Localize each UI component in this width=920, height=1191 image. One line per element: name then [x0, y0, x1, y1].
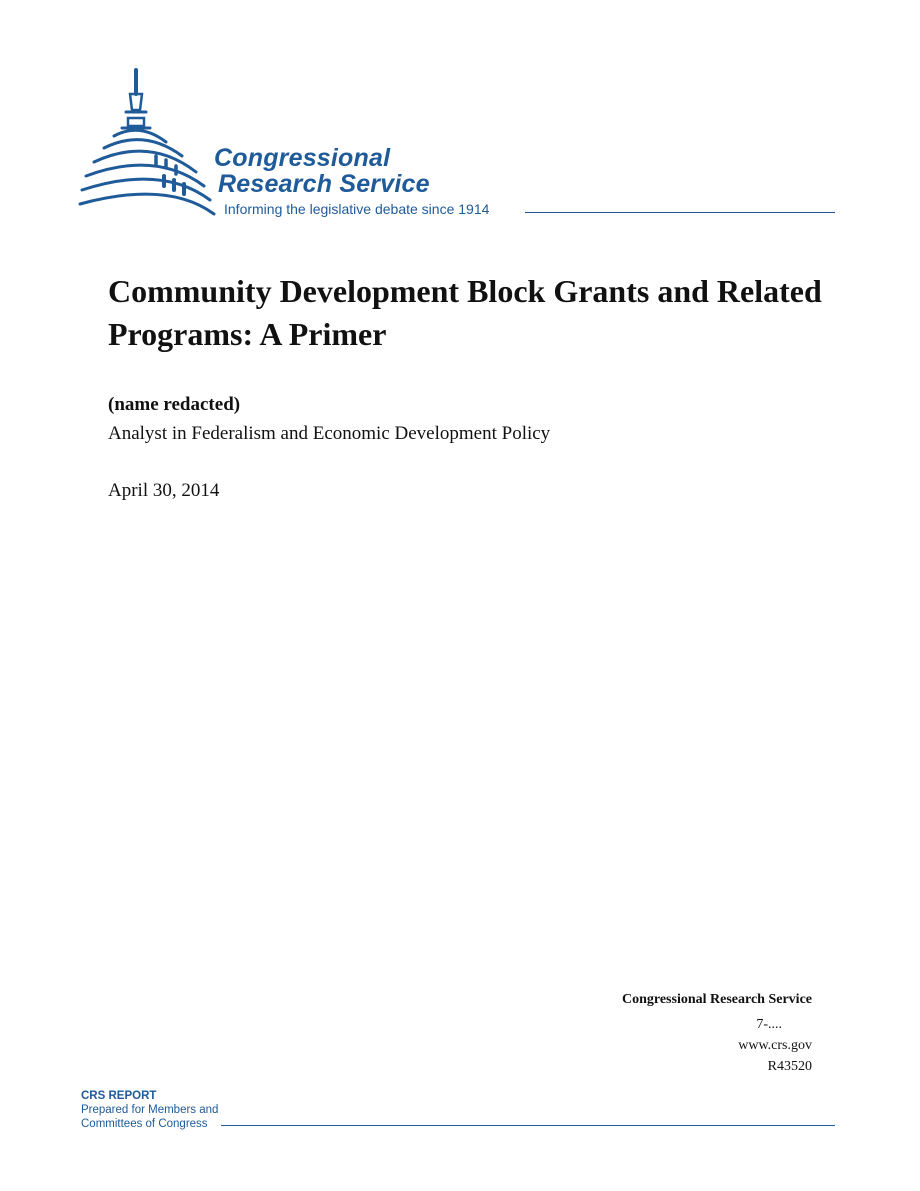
report-label-line2: Committees of Congress — [81, 1118, 208, 1130]
report-label-divider — [221, 1125, 835, 1126]
author-title: Analyst in Federalism and Economic Development Policy — [108, 423, 551, 444]
footer-contact-block — [622, 990, 812, 1077]
author-name: (name redacted) — [108, 394, 241, 415]
tagline-divider — [525, 212, 835, 213]
crs-logo-wordmark — [214, 145, 430, 197]
footer-website: www.crs.gov — [738, 1038, 812, 1053]
logo-name-line2: Research Service — [218, 170, 430, 198]
report-number: R43520 — [767, 1059, 812, 1074]
publication-date: April 30, 2014 — [108, 480, 220, 501]
logo-tagline: Informing the legislative debate since 1914 — [224, 201, 490, 217]
document-title: Community Development Block Grants and Related Programs: A Primer — [108, 273, 822, 352]
logo-name-line1: Congressional — [214, 144, 391, 172]
crs-report-label — [81, 1089, 218, 1131]
footer-code: 7-.... — [756, 1017, 782, 1032]
footer-organization: Congressional Research Service — [621, 992, 812, 1007]
report-label-line1: Prepared for Members and — [81, 1104, 219, 1116]
report-label-title: CRS REPORT — [81, 1090, 157, 1102]
